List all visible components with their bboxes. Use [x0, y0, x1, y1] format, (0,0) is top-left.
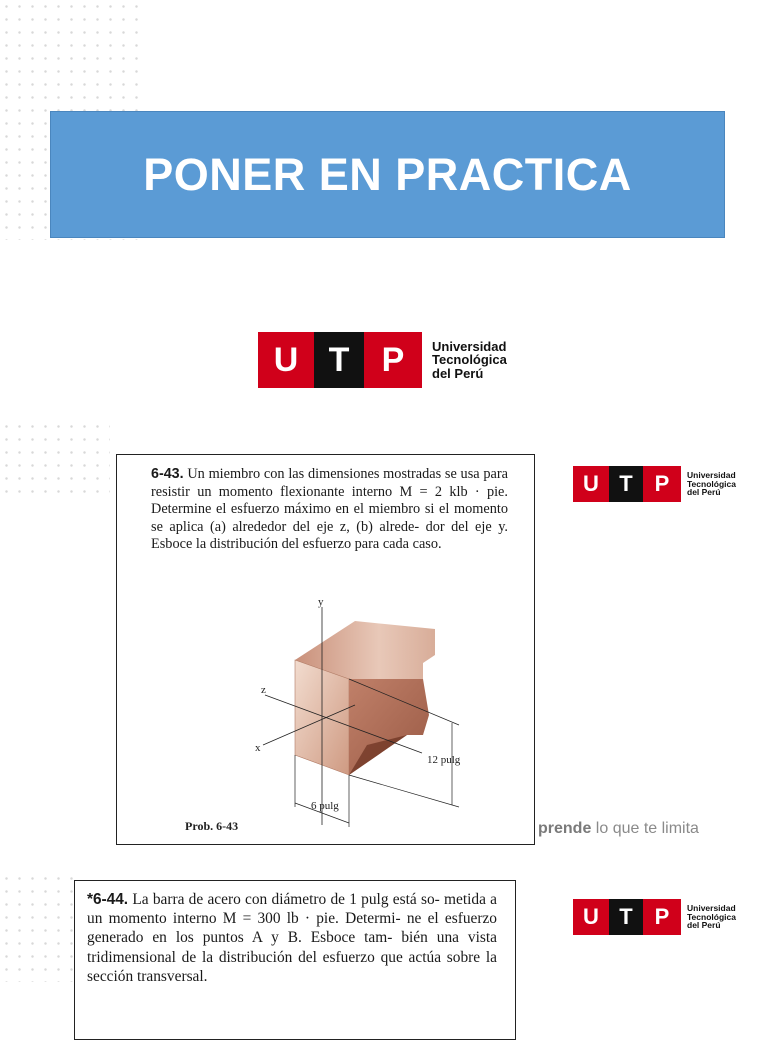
logo-wordmark — [432, 340, 507, 381]
problem-line: que actúa sobre la sección transversal. — [87, 948, 497, 985]
logo-letter-t: T — [609, 899, 643, 935]
utp-logo-blocks — [573, 466, 681, 502]
logo-line-2: Tecnológica — [687, 911, 736, 922]
problem-line: Un miembro con las dimensiones mostradas se usa — [187, 466, 480, 482]
logo-line-3: del Perú — [687, 487, 721, 498]
problem-line: si el momento se aplica (a) alrededor del eje z, (b) alrede- — [151, 501, 508, 535]
axis-x-label: x — [255, 742, 261, 754]
logo-wordmark — [687, 471, 736, 498]
dim-12-ext-bottom — [349, 775, 459, 807]
problem-line: metida a un momento interno M = 300 lb · pie. Determi- — [87, 891, 498, 928]
logo-line-3: del Perú — [687, 920, 721, 931]
utp-logo-right-2 — [573, 899, 736, 935]
title-banner — [50, 111, 725, 238]
problem-line: ne el esfuerzo generado en los puntos A y B. Esboce tam- — [87, 910, 497, 947]
dim-width-label: 6 pulg — [311, 800, 339, 812]
problem-line: 2 klb · pie. Determine el esfuerzo máximo en el miembro — [151, 483, 508, 518]
problem-line: La barra de acero con diámetro de 1 pulg está so- — [132, 891, 440, 908]
logo-letter-p: P — [364, 332, 422, 388]
logo-letter-u: U — [258, 332, 314, 388]
problem-6-43-text — [151, 466, 508, 554]
axis-z-label: z — [261, 684, 266, 696]
problem-number: *6-44. — [87, 891, 129, 908]
problem-line: bién una vista tridimensional de la distribución del esfuerzo — [87, 929, 497, 966]
problem-line: dor del eje y. Esboce la distribución del esfuerzo para cada — [151, 518, 508, 553]
page-title: PONER EN PRACTICA — [143, 148, 632, 200]
utp-logo-blocks — [258, 332, 422, 388]
logo-line-2: Tecnológica — [432, 352, 507, 368]
problem-6-43-panel — [116, 454, 535, 845]
logo-line-1: Universidad — [432, 338, 507, 354]
logo-letter-p: P — [643, 466, 681, 502]
problem-line: para resistir un momento flexionante interno M = — [151, 466, 508, 500]
problem-6-44-panel — [74, 880, 516, 1040]
utp-logo-blocks — [573, 899, 681, 935]
logo-wordmark — [687, 904, 736, 931]
slogan-bold: prende — [538, 820, 592, 837]
logo-letter-t: T — [609, 466, 643, 502]
logo-letter-p: P — [643, 899, 681, 935]
slogan-rest: lo que te limita — [591, 820, 699, 837]
dot-pattern-bottom — [0, 872, 80, 982]
slogan-text — [538, 820, 699, 838]
logo-letter-u: U — [573, 899, 609, 935]
utp-logo-right-1 — [573, 466, 736, 502]
axis-y-label: y — [318, 596, 324, 608]
logo-line-1: Universidad — [687, 902, 736, 913]
utp-logo-main — [258, 332, 507, 388]
dot-pattern-middle — [0, 420, 110, 500]
logo-line-2: Tecnológica — [687, 478, 736, 489]
beam-figure — [117, 595, 534, 865]
logo-letter-u: U — [573, 466, 609, 502]
problem-line: caso. — [412, 536, 442, 553]
logo-line-1: Universidad — [687, 469, 736, 480]
logo-line-3: del Perú — [432, 365, 484, 381]
problem-6-44-text — [87, 890, 497, 986]
problem-number: 6-43. — [151, 466, 184, 482]
dim-height-label: 12 pulg — [427, 754, 461, 766]
logo-letter-t: T — [314, 332, 364, 388]
figure-caption: Prob. 6-43 — [185, 819, 239, 833]
